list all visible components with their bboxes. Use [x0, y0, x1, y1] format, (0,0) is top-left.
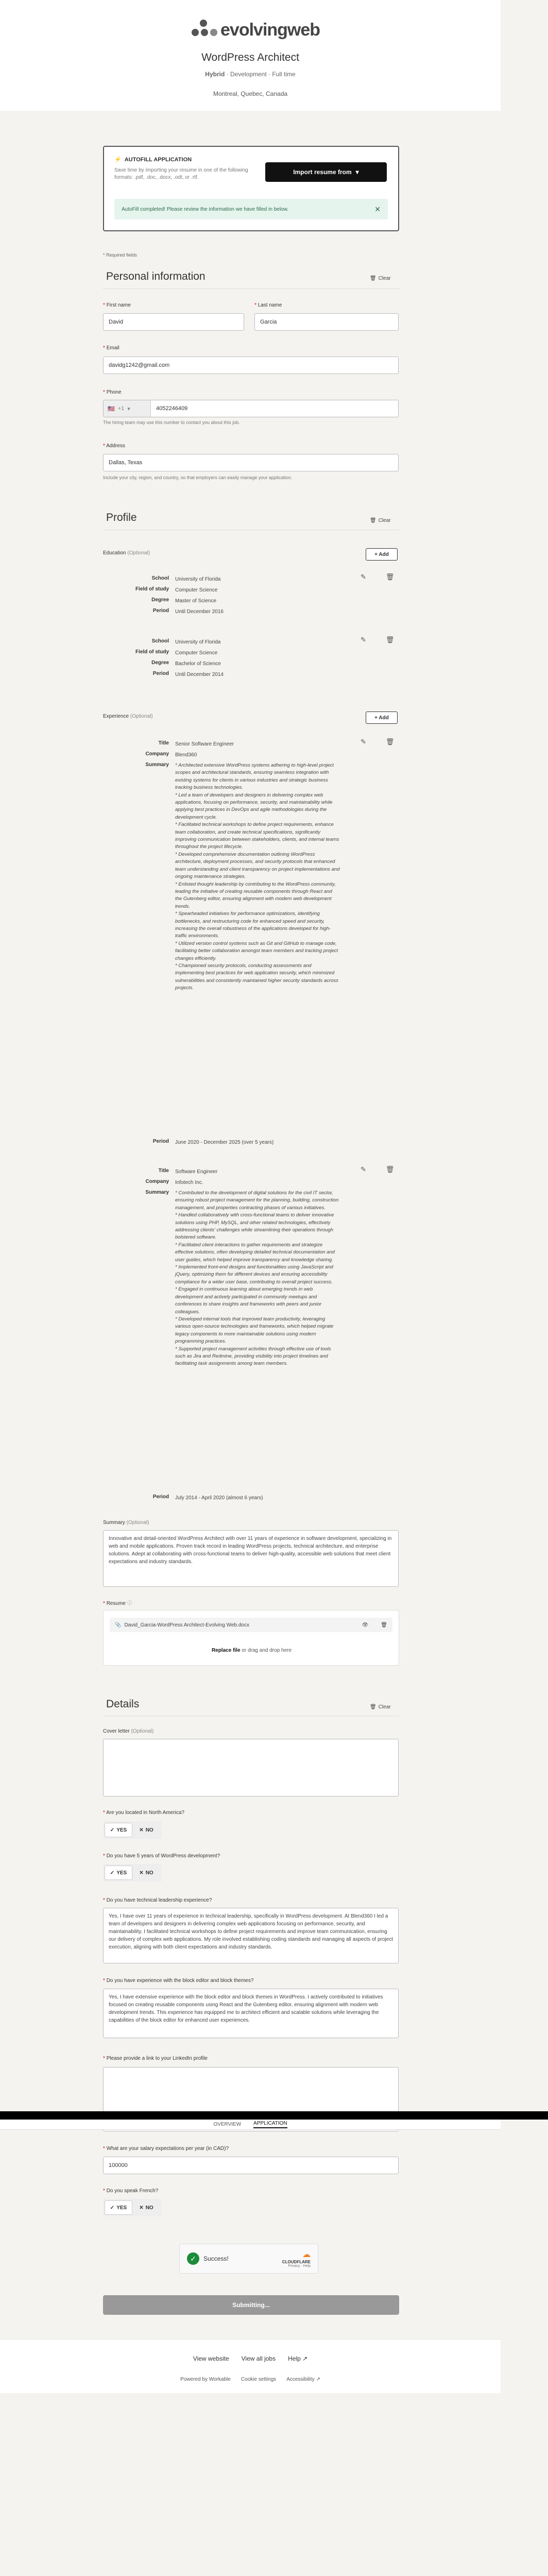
yes-option[interactable]: ✓ YES [105, 1866, 132, 1879]
experience-summary: Summary * Contributed to the development of digital solutions for the civil IT sector, ensuring robust project management for the planning, building, construction management, and properties contracting phases of various initiatives. * Handled collaboratively with cross-functional teams to deliver innovative solutions using PHP, MySQL, and other related technologies, effectively addressing clients' challenges while streamlining their operations through bolstered software. * Facilitated client interactions to gather requirements and strategize effective solutions, often developing detailed technical documentation and user guides, which helped improve transparency and knowledge sharing. * Implemented front-end designs and functionalities using JavaScript and jQuery, optimizing them for different devices and ensuring accessibility compliance for a wider user base, contributing to overall project success. * Engaged in continuous learning about emerging trends in web development and actively participated in community meetups and conferences to share insights and frameworks with peers and junior colleagues. * Developed internal tools that improved team productivity, leveraging various open-source technologies and frameworks, which helped migrate legacy components to more maintainable solutions using modern programming practices. * Supported project management activities through effective use of tools such as Jira and Redmine, providing visibility into project timelines and facilitating task assignments among team members. [145, 1190, 339, 1367]
job-meta [0, 71, 501, 78]
experience-label: Experience (Optional) [103, 714, 153, 719]
experience-period: Period July 2014 - April 2020 (almost 6 years) [152, 1494, 263, 1501]
trash-icon: 🗑 [370, 518, 376, 523]
replace-file-text [104, 1648, 400, 1653]
q-leadership-label: * Do you have technical leadership experience? [103, 1897, 212, 1903]
check-icon: ✓ [110, 1870, 115, 1876]
x-icon: ✕ [139, 1870, 144, 1876]
check-circle-icon: ✓ [187, 2252, 199, 2265]
captcha-widget[interactable] [179, 2244, 318, 2274]
drag-drop-text: or drag and drop here [240, 1648, 292, 1653]
trash-icon[interactable]: 🗑 [385, 738, 395, 745]
phone-input-wrapper [103, 400, 399, 417]
footer [0, 2339, 501, 2393]
work-type: Hybrid [205, 71, 225, 78]
submit-button[interactable]: Submitting... [103, 2295, 399, 2315]
job-title: WordPress Architect [201, 52, 299, 63]
entry-actions [361, 1165, 394, 1174]
trash-icon[interactable]: 🗑 [381, 1622, 387, 1628]
cloud-icon: ☁ [302, 2250, 311, 2259]
view-website-link[interactable]: View website [193, 2355, 229, 2362]
no-option[interactable]: ✕ NO [139, 1870, 153, 1876]
edit-icon[interactable]: ✎ [361, 573, 366, 581]
education-field: Field of study Computer Science [135, 586, 218, 593]
summary-label: Summary (Optional) [103, 1520, 149, 1526]
x-icon: ✕ [139, 2205, 144, 2211]
close-icon[interactable]: ✕ [374, 205, 381, 213]
autofill-panel [103, 146, 399, 231]
edit-icon[interactable]: ✎ [361, 738, 366, 745]
import-resume-button[interactable] [265, 162, 387, 182]
education-label: Education (Optional) [103, 550, 150, 556]
profile-section-title: Profile [106, 512, 137, 523]
footer-secondary [0, 2377, 501, 2382]
edit-icon[interactable]: ✎ [361, 636, 366, 643]
experience-company: Company Blend360 [145, 751, 197, 758]
check-icon: ✓ [110, 1827, 115, 1833]
chevron-down-icon: ▾ [127, 405, 130, 412]
q-french-toggle [103, 2199, 162, 2216]
autofill-success-text: AutoFill completed! Please review the information we have filled in below. [122, 206, 289, 212]
q-wordpress-years-toggle [103, 1864, 162, 1882]
logo-text: evolvingweb [220, 20, 320, 40]
phone-label: * Phone [103, 389, 122, 395]
add-education-button[interactable]: + Add [366, 548, 398, 561]
external-link-icon: ↗ [316, 2377, 320, 2382]
help-link[interactable]: Help ↗ [288, 2355, 308, 2362]
required-note: * Required fields [103, 252, 138, 258]
x-icon: ✕ [139, 1827, 144, 1833]
trash-icon: 🗑 [370, 276, 376, 281]
cover-letter-textarea[interactable] [103, 1739, 399, 1797]
import-resume-label: Import resume from [293, 168, 352, 176]
accessibility-link[interactable]: Accessibility ↗ [286, 2377, 320, 2382]
education-degree: Degree Master of Science [151, 597, 217, 604]
phone-code: +1 [117, 405, 125, 412]
summary-textarea[interactable]: Innovative and detail-oriented WordPress Architect with over 11 years of experience in software development, specializing in web and mobile applications. Proven track record in leading WordPress projects, technical architecture, and enterprise solutions. Adept at collaborating with cross-functional teams to deliver high-quality, accessible web solutions that meet client expectations and industry standards. [103, 1530, 399, 1587]
no-option[interactable]: ✕ NO [139, 1827, 153, 1833]
no-option[interactable]: ✕ NO [139, 2205, 153, 2211]
q-north-america-label: * Are you located in North America? [103, 1810, 184, 1816]
education-period: Period Until December 2016 [152, 608, 224, 615]
first-name-label: * First name [103, 302, 131, 308]
captcha-links[interactable]: Privacy · Help [288, 2264, 311, 2268]
replace-file-link[interactable]: Replace file [211, 1648, 241, 1653]
autofill-title-text: AUTOFILL APPLICATION [124, 156, 192, 163]
q-linkedin-label: * Please provide a link to your LinkedIn profile [103, 2056, 208, 2061]
company-logo[interactable] [191, 20, 320, 40]
trash-icon[interactable]: 🗑 [385, 1165, 395, 1173]
resume-file [110, 1618, 392, 1632]
details-clear-label: Clear [378, 1704, 391, 1710]
personal-section-title: Personal information [106, 270, 206, 282]
profile-clear-button[interactable] [370, 518, 543, 523]
yes-option[interactable]: ✓ YES [105, 1823, 132, 1837]
q-salary-label: * What are your salary expectations per year (in CAD)? [103, 2146, 229, 2151]
last-name-input[interactable]: Garcia [254, 313, 399, 331]
autofill-success-message [114, 199, 388, 219]
education-school: School University of Florida [151, 575, 221, 582]
bolt-icon: ⚡ [114, 157, 122, 163]
job-meta-rest: · Development · Full time [225, 71, 296, 78]
trash-icon[interactable]: 🗑 [385, 573, 395, 581]
experience-title: Title Senior Software Engineer [158, 740, 234, 747]
external-link-icon: ↗ [302, 2355, 308, 2362]
trash-icon: 🗑 [370, 1704, 376, 1710]
q-salary-input[interactable]: 100000 [103, 2157, 399, 2174]
add-experience-button[interactable]: + Add [366, 711, 398, 724]
captcha-status [187, 2252, 229, 2265]
address-input[interactable]: Dallas, Texas [103, 454, 399, 471]
address-hint: Include your city, region, and country, so that employers can easily manage your application. [103, 475, 293, 480]
entry-actions [361, 738, 394, 746]
eye-icon[interactable]: 👁 [362, 1622, 369, 1628]
q-leadership-textarea[interactable]: Yes, I have over 11 years of experience in technical leadership, specifically in WordPress development. At Blend360 I led a team of developers and designers in delivering complex web applications focusing on performance, security, and maintainability. I facilitated technical workshops to define project requirements and improve team communication, ensuring our delivery of complex web applications. My role involved establishing coding standards and managing all aspects of project execution, aligning with both client expectations and industry standards. [103, 1908, 399, 1963]
overlay-bar [0, 2111, 548, 2120]
education-field: Field of study Computer Science [135, 649, 218, 656]
powered-by[interactable]: Powered by Workable [180, 2377, 231, 2382]
resume-file-name: David_Garcia-WordPress Architect-Evolving Web.docx [124, 1622, 249, 1628]
entry-actions [361, 573, 394, 581]
experience-summary: Summary * Architected extensive WordPress systems adhering to high-level project scopes and architectural standards, ensuring seamless integration with existing systems for clients in various industries and strategic business tracking business technologies. * Led a team of developers and designers in delivering complex web applications, focusing on performance, security, and maintainability while applying best practices in DevOps and agile methodologies during the development cycle. * Facilitated technical workshops to define project requirements, enhance team collaboration, and create technical specifications, significantly improving communication between stakeholders, clients, and internal teams throughout the project lifecycle. * Developed comprehensive documentation outlining WordPress architecture, deployment processes, and security protocols that enhanced team understanding and client transparency on project implementations and ongoing maintenance strategies. * Enlisted thought leadership by contributing to the WordPress community, leading the initiative of creating reusable components through React and the Gutenberg editor, ensuring alignment with modern web development trends. * Spearheaded initiatives for performance optimizations, identifying bottlenecks, and restructuring code for enhanced speed and security, increasing the overall robustness of the applications developed for high-traffic environments. * Utilized version control systems such as Git and GitHub to manage code, facilitating better collaboration amongst team members and tracking project changes efficiently. * Championed security protocols, conducting assessments and implementing best practices for web application security, which minimized vulnerabilities and consistently maintained higher security standards across projects. [145, 762, 340, 991]
footer-links [0, 2355, 501, 2362]
captcha-brand-text: CLOUDFLARE [282, 2260, 311, 2264]
education-school: School University of Florida [151, 638, 221, 645]
cookie-settings-link[interactable]: Cookie settings [241, 2377, 277, 2382]
q-north-america-toggle [103, 1821, 162, 1839]
phone-hint: The hiring team may use this number to contact you about this job. [103, 420, 240, 425]
page-tabs [0, 2120, 501, 2130]
tab-overview[interactable]: OVERVIEW [213, 2122, 242, 2127]
cover-letter-label: Cover letter (Optional) [103, 1728, 154, 1734]
last-name-label: * Last name [254, 302, 282, 308]
email-input[interactable]: davidg1242@gmail.com [103, 357, 399, 374]
experience-period: Period June 2020 - December 2025 (over 5 years) [152, 1139, 274, 1145]
education-period: Period Until December 2014 [152, 671, 224, 677]
resume-label: * Resume ⓘ [103, 1601, 132, 1606]
address-label: * Address [103, 443, 125, 449]
education-degree: Degree Bachelor of Science [151, 660, 221, 667]
email-label: * Email [103, 345, 119, 351]
phone-input[interactable]: 4052246409 [156, 405, 188, 412]
q-wordpress-years-label: * Do you have 5 years of WordPress development? [103, 1853, 220, 1859]
country-code-select[interactable] [104, 400, 151, 417]
captcha-brand [282, 2249, 311, 2268]
logo-dots-icon [191, 20, 217, 40]
q-french-label: * Do you speak French? [103, 2188, 159, 2194]
job-location: Montreal, Quebec, Canada [213, 90, 288, 97]
first-name-input[interactable]: David [103, 313, 244, 331]
paperclip-icon: 📎 [115, 1622, 122, 1628]
experience-company: Company Infotech Inc. [145, 1179, 203, 1185]
q-block-editor-textarea[interactable]: Yes, I have extensive experience with the block editor and block themes in WordPress. I actively contributed to initiatives focused on creating reusable components using React and the Gutenberg editor, ensuring alignment with modern web development trends. This experience has equipped me to architect efficient and scalable solutions while leveraging the capabilities of the block editor for enhanced user experiences. [103, 1989, 399, 2038]
edit-icon[interactable]: ✎ [361, 1165, 366, 1173]
tab-application[interactable]: APPLICATION [253, 2121, 287, 2128]
chevron-down-icon: ▾ [355, 168, 359, 176]
personal-clear-button[interactable] [370, 276, 543, 281]
entry-actions [361, 636, 394, 644]
profile-clear-label: Clear [378, 518, 391, 523]
trash-icon[interactable]: 🗑 [385, 636, 395, 643]
autofill-description: Save time by importing your resume in one of the following formats: .pdf, .doc, .docx, .odt, or .rtf. [114, 167, 248, 180]
us-flag-icon: 🇺🇸 [108, 405, 115, 412]
view-all-jobs-link[interactable]: View all jobs [241, 2355, 276, 2362]
details-section-title: Details [106, 1698, 140, 1710]
resume-upload-box[interactable] [103, 1610, 399, 1666]
details-clear-button[interactable] [370, 1704, 543, 1710]
q-block-editor-label: * Do you have experience with the block editor and block themes? [103, 1978, 254, 1984]
info-icon: ⓘ [127, 1601, 132, 1606]
yes-option[interactable]: ✓ YES [105, 2201, 132, 2214]
experience-title: Title Software Engineer [158, 1168, 218, 1175]
captcha-status-text: Success! [203, 2255, 229, 2262]
check-icon: ✓ [110, 2205, 115, 2211]
personal-clear-label: Clear [378, 276, 391, 281]
